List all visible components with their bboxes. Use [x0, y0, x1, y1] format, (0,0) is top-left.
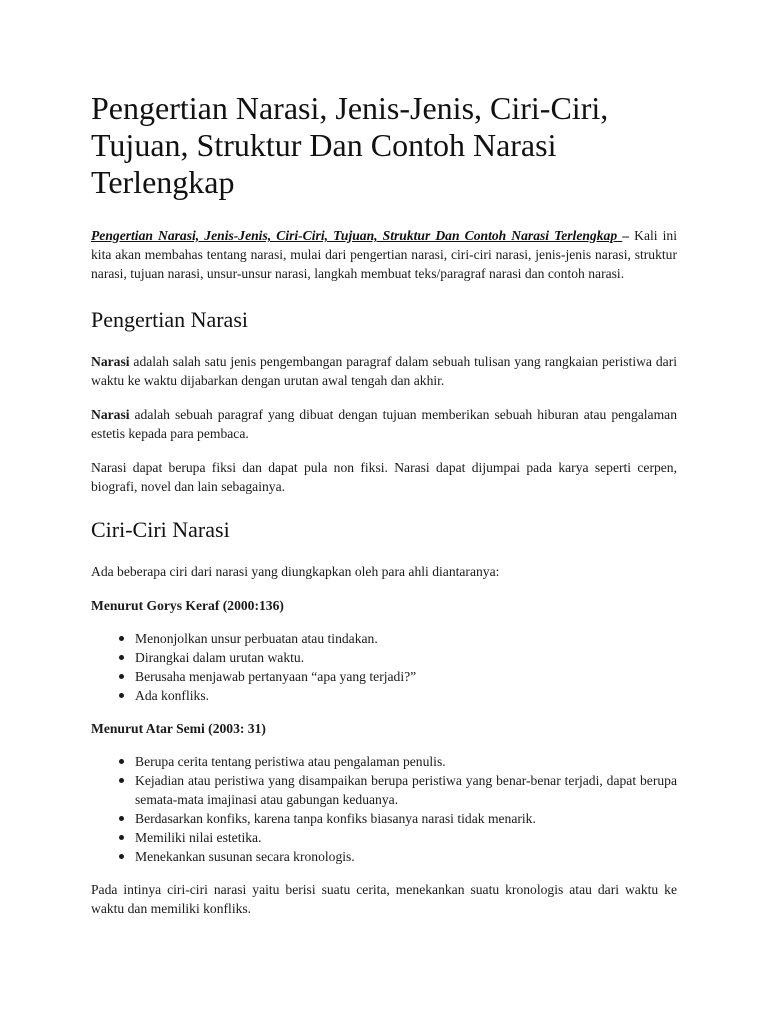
pengertian-paragraph-2: [91, 405, 677, 443]
section-heading-ciri-ciri: Ciri-Ciri Narasi: [91, 517, 230, 542]
bullet-icon: [115, 809, 127, 828]
bullet-icon: [115, 828, 127, 847]
list-item: Berdasarkan konfiks, karena tanpa konfiks biasanya narasi tidak menarik.: [115, 809, 677, 828]
intro-dash: –: [622, 228, 630, 243]
intro-title-link[interactable]: Pengertian Narasi, Jenis-Jenis, Ciri-Ciri, Tujuan, Struktur Dan Contoh Narasi Terlengkap: [91, 228, 623, 243]
term-bold: Narasi: [91, 354, 130, 369]
list-item: Menonjolkan unsur perbuatan atau tindakan.: [115, 629, 677, 648]
bullet-icon: [115, 771, 127, 790]
bullet-icon: [115, 667, 127, 686]
paragraph-text: Narasi dapat berupa fiksi dan dapat pula non fiksi. Narasi dapat dijumpai pada karya seperti cerpen, biografi, novel dan lain sebagainya.: [91, 460, 677, 494]
bullet-icon: [115, 629, 127, 648]
term-bold: Narasi: [91, 407, 130, 422]
paragraph-text: adalah sebuah paragraf yang dibuat dengan tujuan memberikan sebuah hiburan atau pengalaman estetis kepada para pembaca.: [91, 407, 677, 441]
bullet-icon: [115, 686, 127, 705]
document-title: Pengertian Narasi, Jenis-Jenis, Ciri-Ciri, Tujuan, Struktur Dan Contoh Narasi Terlengkap: [91, 90, 609, 200]
list-item: Dirangkai dalam urutan waktu.: [115, 648, 677, 667]
list-item: Menekankan susunan secara kronologis.: [115, 847, 677, 866]
ciri-ciri-intro: Ada beberapa ciri dari narasi yang diungkapkan oleh para ahli diantaranya:: [91, 564, 500, 579]
bullet-icon: [115, 847, 127, 866]
list-item: Berupa cerita tentang peristiwa atau pengalaman penulis.: [115, 752, 677, 771]
list-item: Berusaha menjawab pertanyaan “apa yang terjadi?”: [115, 667, 677, 686]
pengertian-paragraph-3: [91, 458, 677, 496]
bullet-list-gorys-keraf: [91, 629, 677, 705]
bullet-icon: [115, 752, 127, 771]
pengertian-paragraph-1: [91, 352, 677, 390]
ciri-ciri-conclusion: Pada intinya ciri-ciri narasi yaitu berisi suatu cerita, menekankan suatu kronologis atau dari waktu ke waktu dan memiliki konfliks.: [91, 882, 677, 916]
list-item: Kejadian atau peristiwa yang disampaikan berupa peristiwa yang benar-benar terjadi, dapat berupa semata-mata imajinasi atau gabungan keduanya.: [115, 771, 677, 809]
paragraph-text: adalah salah satu jenis pengembangan paragraf dalam sebuah tulisan yang rangkaian peristiwa dari waktu ke waktu dijabarkan dengan urutan awal tengah dan akhir.: [91, 354, 677, 388]
list-item: Memiliki nilai estetika.: [115, 828, 677, 847]
bullet-icon: [115, 648, 127, 667]
group-title-atar-semi: Menurut Atar Semi (2003: 31): [91, 721, 266, 736]
section-heading-pengertian: Pengertian Narasi: [91, 307, 248, 332]
bullet-list-atar-semi: [91, 752, 677, 866]
intro-body: Kali ini kita akan membahas tentang narasi, mulai dari pengertian narasi, ciri-ciri narasi, jenis-jenis narasi, struktur narasi, tujuan narasi, unsur-unsur narasi, langkah membuat teks/paragraf narasi dan contoh narasi.: [91, 228, 677, 281]
list-item: Ada konfliks.: [115, 686, 677, 705]
intro-paragraph: [91, 226, 677, 283]
group-title-gorys-keraf: Menurut Gorys Keraf (2000:136): [91, 598, 284, 613]
